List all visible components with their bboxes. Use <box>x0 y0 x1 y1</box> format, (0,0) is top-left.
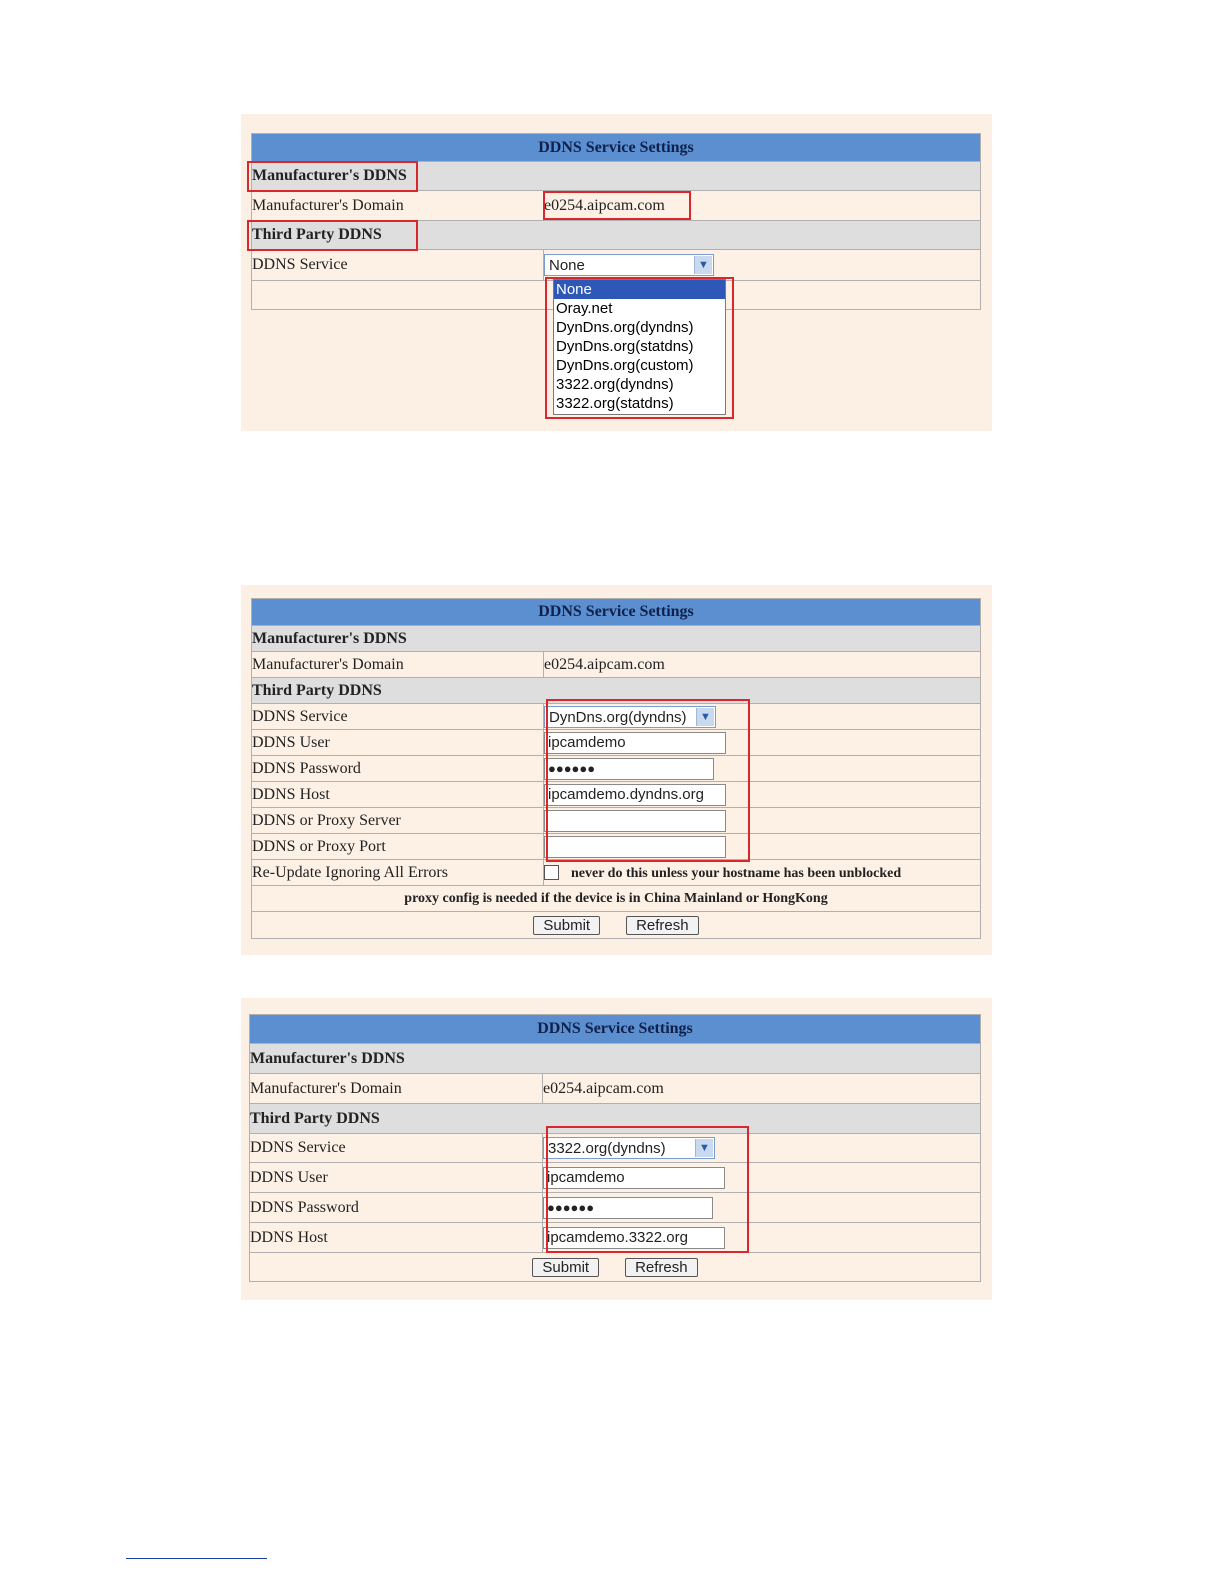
reupdate-note: never do this unless your hostname has been unblocked <box>571 865 902 881</box>
ddns-password-input[interactable]: ●●●●●● <box>544 758 714 780</box>
section-manufacturer-ddns: Manufacturer's DDNS <box>250 1044 981 1074</box>
domain-label: Manufacturer's Domain <box>252 191 544 221</box>
section-manufacturer-ddns: Manufacturer's DDNS <box>252 626 981 652</box>
section-third-party-ddns: Third Party DDNS <box>252 221 981 250</box>
ddns-service-select[interactable] <box>544 254 714 276</box>
proxy-server-label: DDNS or Proxy Server <box>252 808 544 834</box>
ddns-service-selected: 3322.org(dyndns) <box>548 1140 666 1157</box>
ddns-service-label: DDNS Service <box>252 250 544 281</box>
footnote-divider <box>126 1558 267 1559</box>
table-title: DDNS Service Settings <box>250 1015 981 1044</box>
ddns-password-label: DDNS Password <box>252 756 544 782</box>
ddns-service-dropdown-list[interactable] <box>553 279 726 415</box>
ddns-settings-table-2 <box>251 598 981 939</box>
domain-label: Manufacturer's Domain <box>250 1074 543 1104</box>
ddns-host-input[interactable]: ipcamdemo.dyndns.org <box>544 784 726 806</box>
ddns-host-input[interactable]: ipcamdemo.3322.org <box>543 1227 725 1249</box>
domain-value: e0254.aipcam.com <box>544 652 981 678</box>
domain-value: e0254.aipcam.com <box>543 1074 981 1104</box>
section-manufacturer-ddns: Manufacturer's DDNS <box>252 162 981 191</box>
ddns-service-selected: None <box>549 257 585 274</box>
proxy-note: proxy config is needed if the device is in China Mainland or HongKong <box>252 886 981 912</box>
ddns-service-select[interactable] <box>544 706 716 728</box>
dropdown-option[interactable]: DynDns.org(dyndns) <box>556 319 694 336</box>
chevron-down-icon[interactable]: ▼ <box>694 256 712 274</box>
proxy-port-input[interactable] <box>544 836 726 858</box>
domain-label: Manufacturer's Domain <box>252 652 544 678</box>
ddns-user-label: DDNS User <box>252 730 544 756</box>
ddns-user-input[interactable]: ipcamdemo <box>543 1167 725 1189</box>
ddns-service-select[interactable] <box>543 1137 715 1159</box>
dropdown-option[interactable]: 3322.org(dyndns) <box>556 376 674 393</box>
domain-value: e0254.aipcam.com <box>544 191 981 221</box>
reupdate-label: Re-Update Ignoring All Errors <box>252 860 544 886</box>
dropdown-option[interactable]: DynDns.org(custom) <box>556 357 694 374</box>
ddns-host-label: DDNS Host <box>252 782 544 808</box>
chevron-down-icon[interactable]: ▼ <box>696 708 714 726</box>
ddns-service-selected: DynDns.org(dyndns) <box>549 708 687 726</box>
ddns-host-label: DDNS Host <box>250 1223 543 1253</box>
table-title: DDNS Service Settings <box>252 134 981 162</box>
ddns-password-input[interactable]: ●●●●●● <box>543 1197 713 1219</box>
submit-button[interactable]: Submit <box>532 1258 599 1277</box>
dropdown-option[interactable]: DynDns.org(statdns) <box>556 338 694 355</box>
ddns-user-label: DDNS User <box>250 1163 543 1193</box>
refresh-button[interactable]: Refresh <box>625 1258 698 1277</box>
reupdate-checkbox[interactable] <box>544 865 559 880</box>
section-third-party-ddns: Third Party DDNS <box>252 678 981 704</box>
dropdown-option[interactable]: 3322.org(statdns) <box>556 395 674 412</box>
ddns-password-label: DDNS Password <box>250 1193 543 1223</box>
submit-button[interactable]: Submit <box>533 916 600 935</box>
proxy-port-label: DDNS or Proxy Port <box>252 834 544 860</box>
ddns-user-input[interactable]: ipcamdemo <box>544 732 726 754</box>
dropdown-option[interactable]: Oray.net <box>556 300 613 317</box>
ddns-service-label: DDNS Service <box>250 1134 543 1163</box>
proxy-server-input[interactable] <box>544 810 726 832</box>
section-third-party-ddns: Third Party DDNS <box>250 1104 981 1134</box>
chevron-down-icon[interactable]: ▼ <box>695 1139 713 1157</box>
ddns-service-label: DDNS Service <box>252 704 544 730</box>
refresh-button[interactable]: Refresh <box>626 916 699 935</box>
ddns-settings-table-3 <box>249 1014 981 1282</box>
dropdown-option[interactable]: None <box>554 280 725 299</box>
table-title: DDNS Service Settings <box>252 599 981 626</box>
